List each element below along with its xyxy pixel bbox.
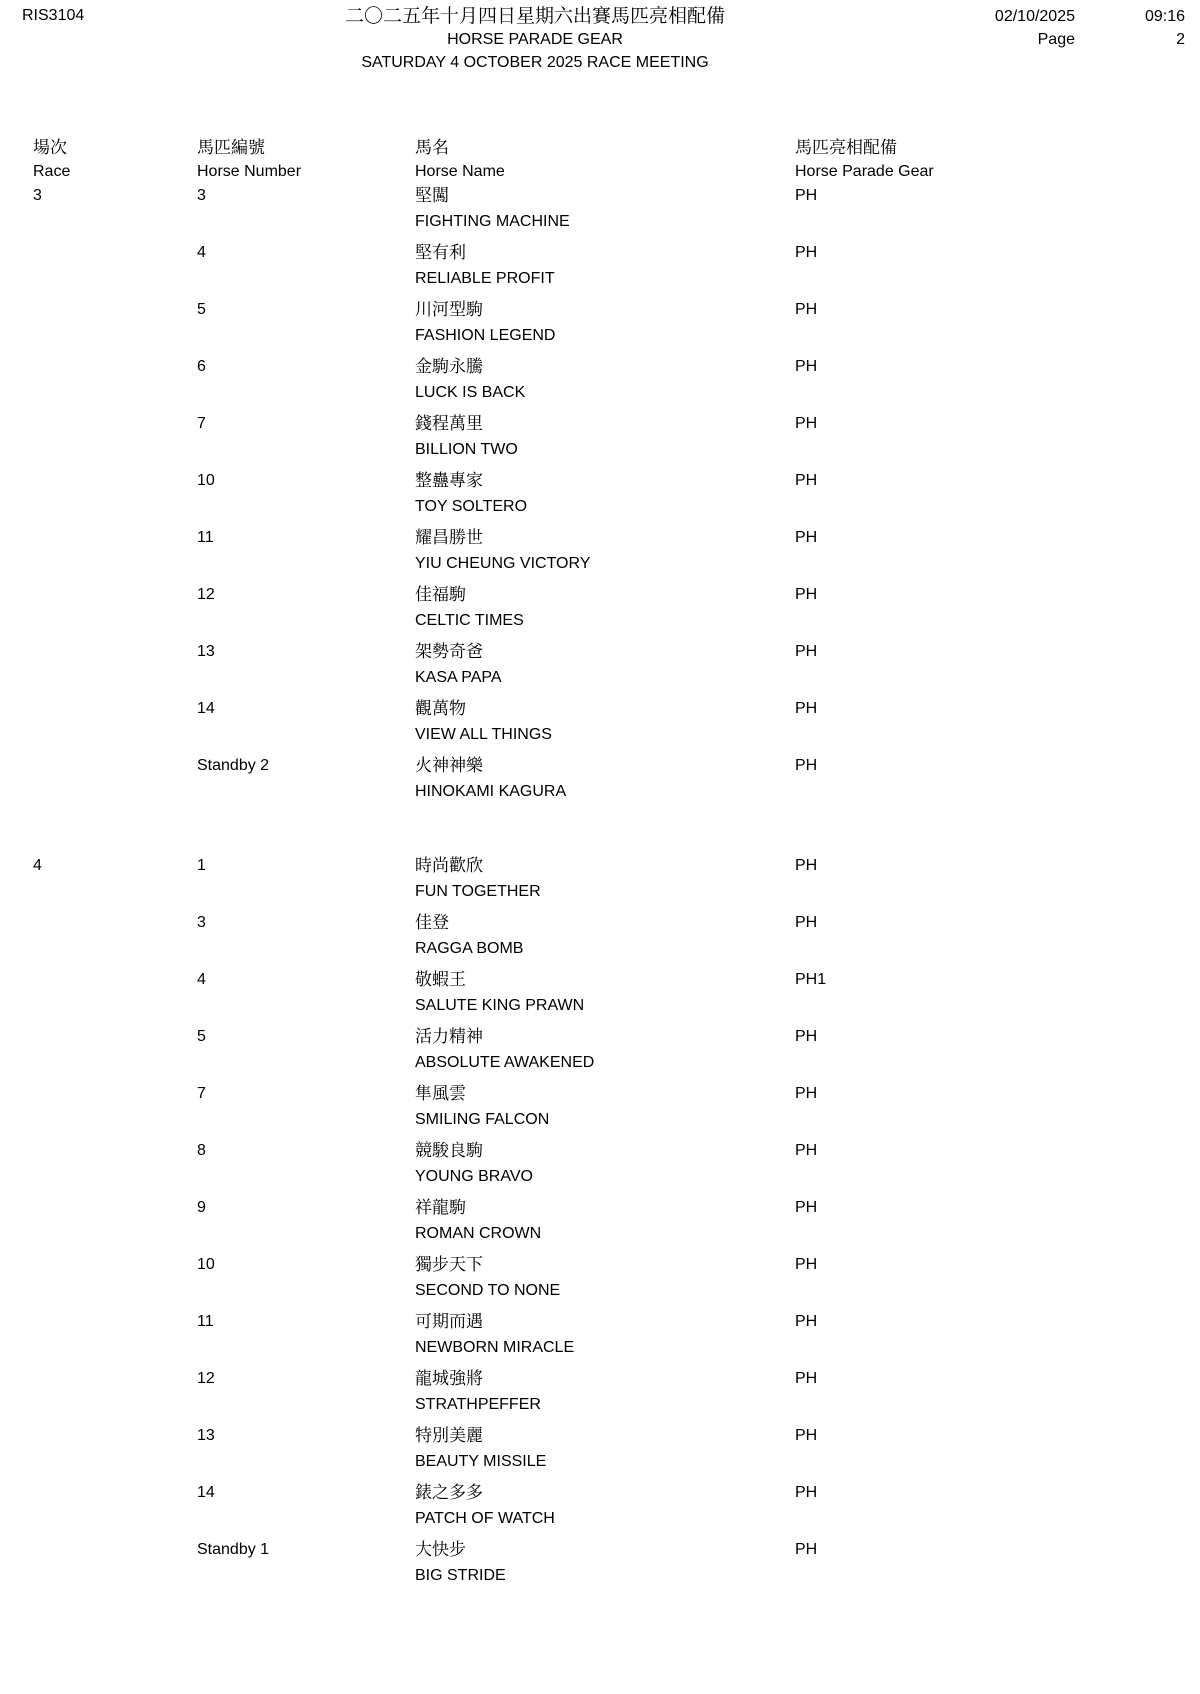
horse-name-english: BILLION TWO — [415, 441, 518, 458]
horse-entry-row — [0, 411, 1200, 463]
horse-parade-gear: PH — [795, 914, 818, 931]
horse-name — [415, 468, 795, 520]
horse-name-english: YOUNG BRAVO — [415, 1168, 533, 1185]
horse-name — [415, 1366, 795, 1418]
horse-number: 1 — [197, 857, 206, 874]
horse-name — [415, 696, 795, 748]
horse-name — [415, 1252, 795, 1304]
horse-parade-gear: PH — [795, 244, 818, 261]
horse-parade-gear: PH — [795, 358, 818, 375]
horse-name-english: SECOND TO NONE — [415, 1282, 561, 1299]
horse-entry-row — [0, 1252, 1200, 1304]
horse-entry-row — [0, 696, 1200, 748]
horse-parade-gear: PH — [795, 857, 818, 874]
horse-number: 4 — [197, 244, 206, 261]
horse-name-chinese: 堅闖 — [415, 186, 449, 205]
horse-name — [415, 910, 795, 962]
horse-number: 12 — [197, 1370, 215, 1387]
horse-name-chinese: 敬蝦王 — [415, 970, 466, 989]
report-title-chinese: 二〇二五年十月四日星期六出賽馬匹亮相配備 — [344, 6, 725, 27]
horse-name — [415, 297, 795, 349]
horse-name-english: PATCH OF WATCH — [415, 1510, 555, 1527]
horse-name-chinese: 觀萬物 — [415, 699, 466, 718]
horse-number: Standby 2 — [197, 757, 270, 774]
horse-parade-gear: PH — [795, 1142, 818, 1159]
horse-name-english: LUCK IS BACK — [415, 384, 526, 401]
horse-name — [415, 639, 795, 691]
horse-name-chinese: 龍城強將 — [415, 1369, 483, 1388]
column-header-race-en: Race — [33, 163, 71, 180]
horse-name — [415, 183, 795, 235]
horse-parade-gear: PH — [795, 1541, 818, 1558]
horse-number: 10 — [197, 1256, 215, 1273]
horse-number: 11 — [197, 529, 214, 546]
horse-name-chinese: 堅有利 — [415, 243, 466, 262]
horse-entry-row — [0, 1423, 1200, 1475]
horse-name — [415, 967, 795, 1019]
horse-name — [415, 753, 795, 805]
horse-number: 9 — [197, 1199, 206, 1216]
horse-name-chinese: 錢程萬里 — [415, 414, 483, 433]
horse-name — [415, 1024, 795, 1076]
horse-name-chinese: 可期而遇 — [415, 1312, 483, 1331]
horse-parade-gear: PH — [795, 1370, 818, 1387]
column-header-gear-zh: 馬匹亮相配備 — [795, 138, 897, 157]
race-section — [0, 183, 1200, 805]
horse-name — [415, 1195, 795, 1247]
horse-entry-row — [0, 240, 1200, 292]
horse-parade-gear: PH — [795, 1313, 818, 1330]
horse-entry-row — [0, 297, 1200, 349]
horse-parade-gear: PH — [795, 1484, 818, 1501]
horse-parade-gear: PH — [795, 643, 818, 660]
horse-number: 3 — [197, 187, 206, 204]
horse-parade-gear: PH — [795, 472, 818, 489]
horse-entry-row — [0, 753, 1200, 805]
horse-number: 13 — [197, 1427, 215, 1444]
horse-name — [415, 411, 795, 463]
horse-entry-row — [0, 525, 1200, 577]
horse-name-english: BIG STRIDE — [415, 1567, 506, 1584]
horse-name-chinese: 川河型駒 — [415, 300, 483, 319]
horse-name-chinese: 獨步天下 — [415, 1255, 483, 1274]
horse-entry-row — [0, 639, 1200, 691]
horse-entry-row — [0, 1081, 1200, 1133]
horse-name-chinese: 時尚歡欣 — [415, 856, 483, 875]
horse-entry-row — [0, 354, 1200, 406]
horse-name — [415, 354, 795, 406]
horse-name-english: ROMAN CROWN — [415, 1225, 542, 1242]
horse-name-chinese: 錶之多多 — [415, 1483, 483, 1502]
horse-number: 8 — [197, 1142, 206, 1159]
horse-parade-gear: PH1 — [795, 971, 827, 988]
horse-name-chinese: 特別美麗 — [415, 1426, 483, 1445]
horse-name-chinese: 耀昌勝世 — [415, 528, 483, 547]
horse-name-chinese: 祥龍駒 — [415, 1198, 466, 1217]
column-header-race — [33, 134, 197, 183]
horse-name-english: CELTIC TIMES — [415, 612, 524, 629]
horse-number: 14 — [197, 700, 215, 717]
horse-name-english: NEWBORN MIRACLE — [415, 1339, 575, 1356]
horse-entry-row — [0, 1138, 1200, 1190]
gear-table — [0, 134, 1200, 1589]
horse-parade-gear: PH — [795, 586, 818, 603]
horse-name-english: FIGHTING MACHINE — [415, 213, 570, 230]
horse-number: 12 — [197, 586, 215, 603]
race-list — [0, 183, 1200, 1589]
column-header-gear — [795, 134, 1200, 183]
horse-parade-gear: PH — [795, 1199, 818, 1216]
horse-name-english: KASA PAPA — [415, 669, 502, 686]
column-header-horse-name-zh: 馬名 — [415, 138, 449, 157]
horse-name-chinese: 金駒永騰 — [415, 357, 483, 376]
race-entries — [0, 853, 1200, 1589]
horse-parade-gear: PH — [795, 1256, 818, 1273]
horse-name-english: RELIABLE PROFIT — [415, 270, 555, 287]
horse-name-chinese: 架勢奇爸 — [415, 642, 483, 661]
horse-number: 10 — [197, 472, 215, 489]
horse-number: 14 — [197, 1484, 215, 1501]
race-entries — [0, 183, 1200, 805]
column-header-horse-number-en: Horse Number — [197, 163, 302, 180]
horse-entry-row — [0, 1024, 1200, 1076]
horse-number: 3 — [197, 914, 206, 931]
horse-parade-gear: PH — [795, 1085, 818, 1102]
horse-name — [415, 1480, 795, 1532]
horse-name — [415, 582, 795, 634]
horse-parade-gear: PH — [795, 415, 818, 432]
horse-name-chinese: 大快步 — [415, 1540, 466, 1559]
horse-name-english: RAGGA BOMB — [415, 940, 524, 957]
race-section — [0, 853, 1200, 1589]
horse-name — [415, 240, 795, 292]
horse-name-english: SMILING FALCON — [415, 1111, 550, 1128]
horse-parade-gear: PH — [795, 700, 818, 717]
horse-name-english: VIEW ALL THINGS — [415, 726, 552, 743]
horse-parade-gear: PH — [795, 1028, 818, 1045]
horse-entry-row — [0, 1195, 1200, 1247]
race-number: 3 — [33, 187, 42, 204]
horse-name — [415, 525, 795, 577]
horse-name — [415, 853, 795, 905]
print-datetime-row — [900, 5, 1185, 28]
horse-entry-row — [0, 967, 1200, 1019]
horse-number: Standby 1 — [197, 1541, 270, 1558]
horse-name-english: BEAUTY MISSILE — [415, 1453, 547, 1470]
horse-name-chinese: 火神神樂 — [415, 756, 483, 775]
horse-name-chinese: 整蠱專家 — [415, 471, 483, 490]
column-headers — [0, 134, 1200, 183]
print-info — [900, 5, 1200, 51]
horse-number: 5 — [197, 1028, 206, 1045]
horse-name — [415, 1081, 795, 1133]
report-titles — [170, 5, 900, 74]
horse-name — [415, 1138, 795, 1190]
horse-parade-gear: PH — [795, 301, 818, 318]
horse-name-english: STRATHPEFFER — [415, 1396, 541, 1413]
horse-entry-row — [0, 910, 1200, 962]
horse-name-english: YIU CHEUNG VICTORY — [415, 555, 591, 572]
meeting-title: SATURDAY 4 OCTOBER 2025 RACE MEETING — [361, 54, 709, 71]
column-header-horse-number-zh: 馬匹編號 — [197, 138, 265, 157]
horse-entry-row — [0, 1366, 1200, 1418]
horse-entry-row — [0, 582, 1200, 634]
horse-number: 4 — [197, 971, 206, 988]
column-header-gear-en: Horse Parade Gear — [795, 163, 934, 180]
horse-number: 11 — [197, 1313, 214, 1330]
horse-name-english: SALUTE KING PRAWN — [415, 997, 585, 1014]
report-title-english: HORSE PARADE GEAR — [447, 31, 623, 48]
horse-number: 13 — [197, 643, 215, 660]
horse-parade-gear: PH — [795, 757, 818, 774]
print-date: 02/10/2025 — [994, 8, 1075, 25]
column-header-horse-number — [197, 134, 415, 183]
race-number: 4 — [33, 857, 42, 874]
page-number: 2 — [1176, 31, 1185, 48]
horse-name — [415, 1423, 795, 1475]
horse-name-english: TOY SOLTERO — [415, 498, 528, 515]
horse-entry-row — [0, 1480, 1200, 1532]
horse-name-chinese: 隼風雲 — [415, 1084, 466, 1103]
report-code: RIS3104 — [22, 7, 85, 24]
column-header-horse-name-en: Horse Name — [415, 163, 505, 180]
horse-name-chinese: 競駿良駒 — [415, 1141, 483, 1160]
horse-entry-row — [0, 468, 1200, 520]
horse-name — [415, 1537, 795, 1589]
horse-name-english: ABSOLUTE AWAKENED — [415, 1054, 595, 1071]
page-label: Page — [1037, 31, 1075, 48]
horse-name-chinese: 佳福駒 — [415, 585, 466, 604]
horse-number: 5 — [197, 301, 206, 318]
horse-name-chinese: 活力精神 — [415, 1027, 483, 1046]
horse-name-english: FASHION LEGEND — [415, 327, 556, 344]
horse-entry-row — [0, 1537, 1200, 1589]
horse-parade-gear: PH — [795, 529, 818, 546]
report-header — [0, 5, 1200, 74]
horse-name-english: HINOKAMI KAGURA — [415, 783, 567, 800]
horse-name — [415, 1309, 795, 1361]
horse-entry-row — [0, 183, 1200, 235]
horse-parade-gear: PH — [795, 187, 818, 204]
horse-name-chinese: 佳登 — [415, 913, 449, 932]
horse-number: 6 — [197, 358, 206, 375]
column-header-race-zh: 場次 — [33, 138, 67, 157]
horse-number: 7 — [197, 1085, 206, 1102]
horse-name-english: FUN TOGETHER — [415, 883, 541, 900]
column-header-horse-name — [415, 134, 795, 183]
horse-entry-row — [0, 1309, 1200, 1361]
page-row — [900, 28, 1185, 51]
horse-number: 7 — [197, 415, 206, 432]
print-time: 09:16 — [1144, 8, 1185, 25]
horse-parade-gear: PH — [795, 1427, 818, 1444]
horse-entry-row — [0, 853, 1200, 905]
